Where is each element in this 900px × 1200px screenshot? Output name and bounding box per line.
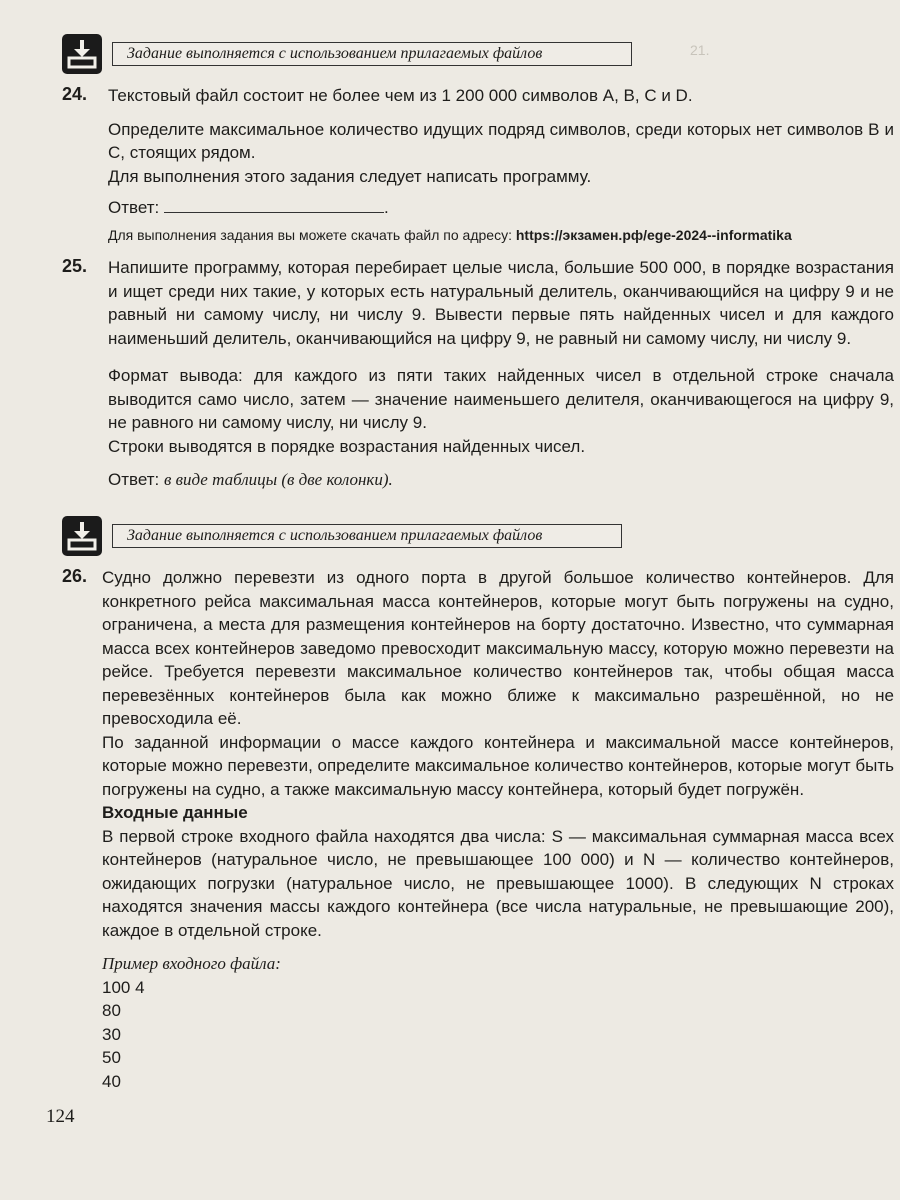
file-task-banner (62, 516, 622, 556)
banner-label: Задание выполняется с использованием прилагаемых файлов (112, 42, 632, 66)
answer-label: Ответ: (108, 198, 160, 217)
answer-row (108, 468, 894, 492)
task-paragraph: По заданной информации о массе каждого контейнера и максимальной массе контейнеров, которые можно перевезти, определите максимальное количество контейнеров, которые могут быть погружены на судно, а также максимальную массу контейнера, который будет погружён. (102, 732, 894, 799)
example-line: 80 (102, 1001, 121, 1020)
answer-hint: в виде таблицы (в две колонки). (163, 470, 393, 489)
download-text: Для выполнения задания вы можете скачать файл по адресу: (108, 226, 512, 243)
task-number: 25. (62, 256, 88, 276)
task-24 (62, 84, 894, 255)
input-heading: Входные данные (102, 803, 248, 822)
download-url[interactable]: https://экзамен.рф/ege-2024--informatika (515, 226, 792, 243)
page-number: 124 (46, 1106, 75, 1127)
answer-row: Ответ: . (108, 198, 389, 217)
task-paragraph: Формат вывода: для каждого из пяти таких найденных чисел в отдельной строке сначала выводится само число, затем — значение наименьшего делителя, оканчивающегося на цифру 9, не равного ни самому числу, ни числу 9. (108, 366, 894, 432)
task-number: 26. (62, 566, 88, 586)
example-input (102, 976, 894, 1094)
task-paragraph: В первой строке входного файла находятся два числа: S — максимальная суммарная масса всех контейнеров (натуральное число, не превышающее 100 000) и N — количество контейнеров, ожидающих погрузки (натуральное число, не превышающее 1000). В следующих N строках находятся значения массы каждого контейнера (все числа натуральные, не превышающие 200), каждое в отдельной строке. (102, 826, 894, 940)
answer-label: Ответ: (108, 470, 160, 489)
task-26 (62, 566, 894, 1093)
example-line: 50 (102, 1048, 121, 1067)
file-task-banner (62, 34, 632, 74)
task-25 (62, 256, 894, 500)
download-note (108, 224, 894, 248)
banner-label: Задание выполняется с использованием прилагаемых файлов (112, 524, 622, 548)
example-line: 40 (102, 1071, 121, 1091)
task-paragraph: Для выполнения этого задания следует написать программу. (108, 166, 592, 186)
download-file-icon (62, 34, 102, 74)
example-line: 30 (102, 1024, 121, 1044)
example-line: 100 4 (102, 977, 145, 997)
example-label: Пример входного файла: (102, 954, 281, 973)
task-paragraph: Судно должно перевезти из одного порта в другой большое количество контейнеров. Для конкретного рейса максимальная масса контейнеров, которые могут быть погружены на судно, ограничена, а места для размещения контейнеров на борту достаточно. Известно, что суммарная масса всех контейнеров заведомо превосходит максимальную массу, которую можно перевезти на рейсе. Требуется перевезти максимальное количество контейнеров так, чтобы общая масса перевезённых контейнеров была как можно ближе к максимально разрешённой, но не превосходила её. (102, 568, 894, 728)
task-paragraph: Строки выводятся в порядке возрастания найденных чисел. (108, 436, 586, 456)
task-paragraph: Текстовый файл состоит не более чем из 1 200 000 символов A, B, C и D. (108, 86, 693, 105)
download-file-icon (62, 516, 102, 556)
task-paragraph: Определите максимальное количество идущих подряд символов, среди которых нет символов B и C, стоящих рядом. (108, 119, 894, 162)
answer-blank (164, 198, 384, 213)
bleed-through-text: 21. (690, 42, 710, 58)
task-paragraph: Напишите программу, которая перебирает целые числа, большие 500 000, в порядке возрастания и ищет среди них такие, у которых есть натуральный делитель, оканчивающийся на цифру 9 и не равный ни самому числу, ни числу 9. Вывести первые пять найденных чисел и для каждого наименьший делитель, оканчивающийся на цифру 9, не равный ни самому числу, ни числу 9. (108, 258, 894, 348)
task-number: 24. (62, 84, 88, 104)
